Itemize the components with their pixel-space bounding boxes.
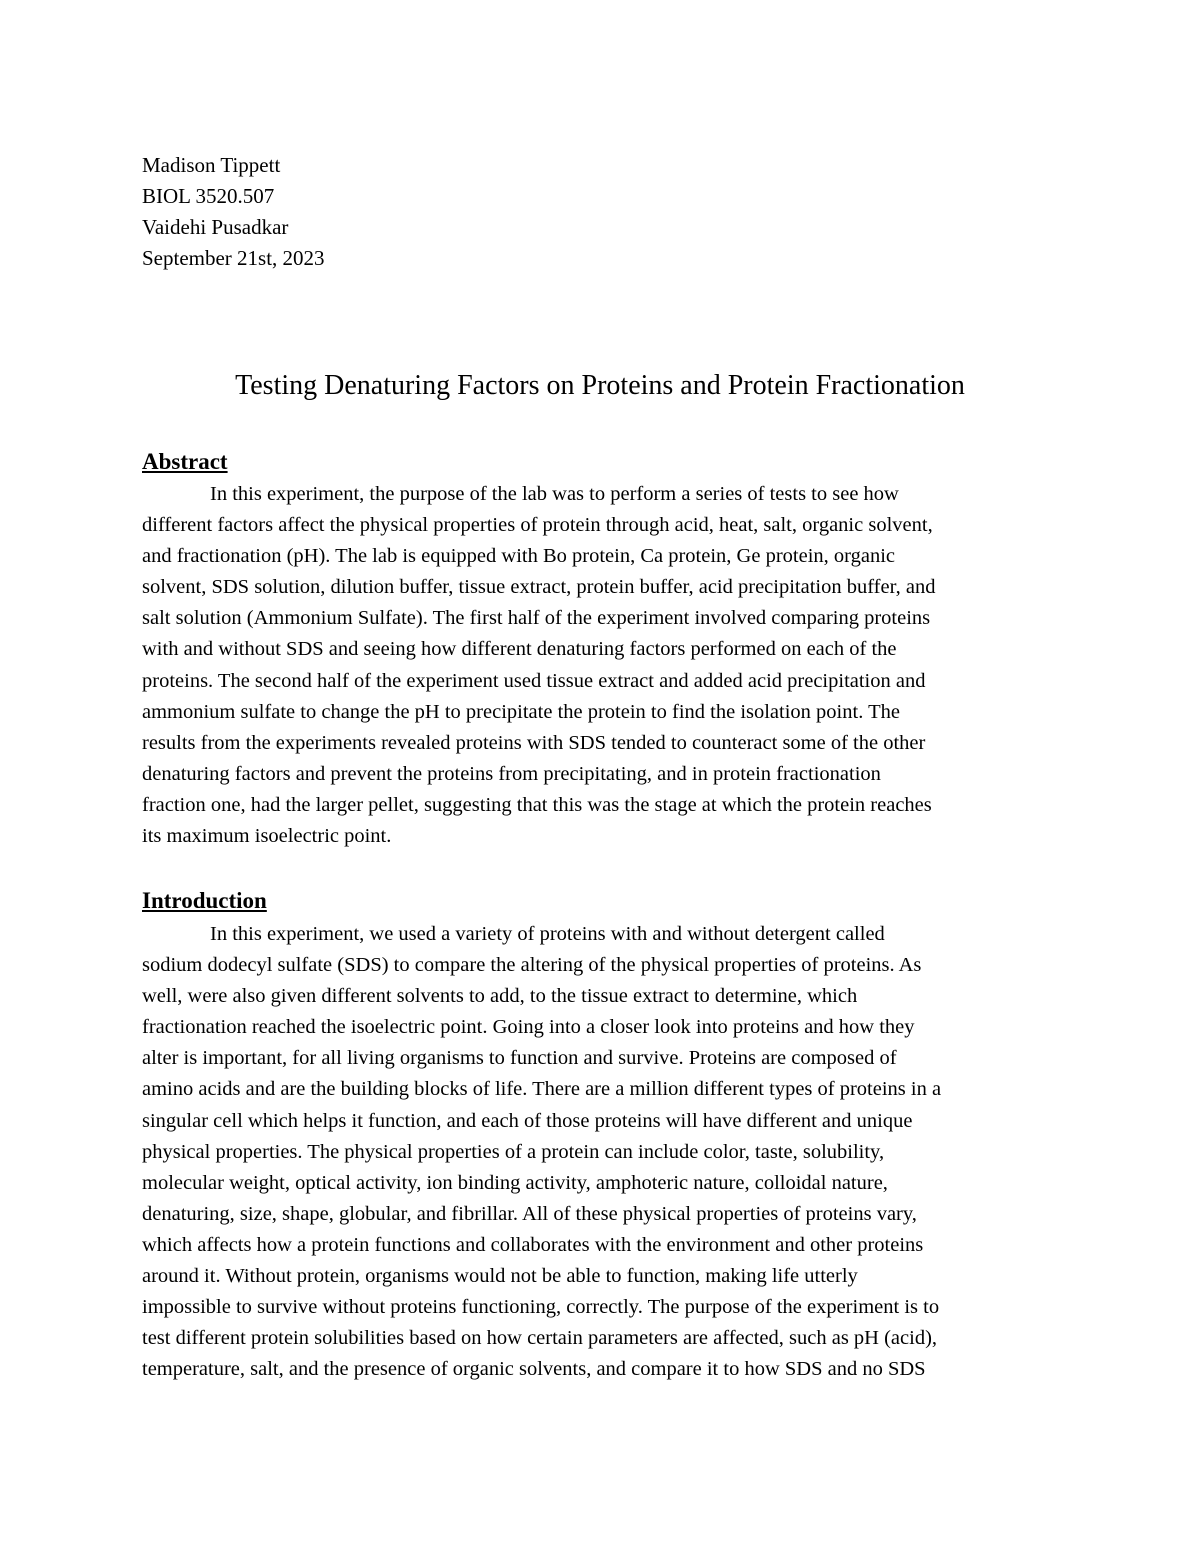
document-date: September 21st, 2023 <box>142 246 325 270</box>
instructor-name: Vaidehi Pusadkar <box>142 215 289 239</box>
introduction-line: amino acids and are the building blocks of life. There are a million different types of proteins in a <box>142 1078 942 1101</box>
introduction-line: test different protein solubilities based on how certain parameters are affected, such as pH (acid), <box>142 1327 938 1350</box>
abstract-line: proteins. The second half of the experiment used tissue extract and added acid precipitation and <box>142 669 926 692</box>
abstract-line: its maximum isoelectric point. <box>142 825 392 848</box>
introduction-line: molecular weight, optical activity, ion binding activity, amphoteric nature, colloidal nature, <box>142 1171 888 1194</box>
abstract-line: results from the experiments revealed proteins with SDS tended to counteract some of the other <box>142 731 926 754</box>
course-code: BIOL 3520.507 <box>142 184 275 208</box>
document-title: Testing Denaturing Factors on Proteins and Protein Fractionation <box>235 370 965 401</box>
introduction-line: alter is important, for all living organisms to function and survive. Proteins are composed of <box>142 1047 897 1070</box>
abstract-line: denaturing factors and prevent the proteins from precipitating, and in protein fractionation <box>142 762 881 785</box>
author-name: Madison Tippett <box>142 153 281 177</box>
abstract-line: salt solution (Ammonium Sulfate). The first half of the experiment involved comparing proteins <box>142 607 931 630</box>
introduction-line: around it. Without protein, organisms would not be able to function, making life utterly <box>142 1265 858 1288</box>
introduction-line: fractionation reached the isoelectric point. Going into a closer look into proteins and how they <box>142 1016 915 1039</box>
introduction-line: impossible to survive without proteins functioning, correctly. The purpose of the experiment is to <box>142 1296 940 1319</box>
abstract-line: solvent, SDS solution, dilution buffer, tissue extract, protein buffer, acid precipitation buffer, and <box>142 576 936 599</box>
abstract-line: and fractionation (pH). The lab is equipped with Bo protein, Ca protein, Ge protein, organic <box>142 545 895 568</box>
introduction-line: singular cell which helps it function, and each of those proteins will have different and unique <box>142 1109 913 1132</box>
abstract-body <box>142 479 1072 852</box>
abstract-line: fraction one, had the larger pellet, suggesting that this was the stage at which the protein reaches <box>142 793 932 816</box>
document-header <box>142 150 325 274</box>
introduction-line: sodium dodecyl sulfate (SDS) to compare the altering of the physical properties of proteins. As <box>142 954 922 977</box>
introduction-line: which affects how a protein functions and collaborates with the environment and other proteins <box>142 1233 924 1256</box>
introduction-line: In this experiment, we used a variety of proteins with and without detergent called <box>210 923 885 945</box>
abstract-line: with and without SDS and seeing how different denaturing factors performed on each of the <box>142 638 897 661</box>
abstract-line: In this experiment, the purpose of the lab was to perform a series of tests to see how <box>210 483 899 505</box>
abstract-line: different factors affect the physical properties of protein through acid, heat, salt, organic solvent, <box>142 514 933 537</box>
introduction-line: denaturing, size, shape, globular, and fibrillar. All of these physical properties of proteins vary, <box>142 1202 917 1225</box>
introduction-line: temperature, salt, and the presence of organic solvents, and compare it to how SDS and no SDS <box>142 1358 926 1381</box>
introduction-body <box>142 919 1072 1385</box>
introduction-line: physical properties. The physical properties of a protein can include color, taste, solubility, <box>142 1140 885 1163</box>
introduction-line: well, were also given different solvents to add, to the tissue extract to determine, which <box>142 985 858 1008</box>
abstract-heading: Abstract <box>142 449 228 474</box>
abstract-line: ammonium sulfate to change the pH to precipitate the protein to find the isolation point. The <box>142 700 900 723</box>
introduction-heading: Introduction <box>142 888 267 913</box>
